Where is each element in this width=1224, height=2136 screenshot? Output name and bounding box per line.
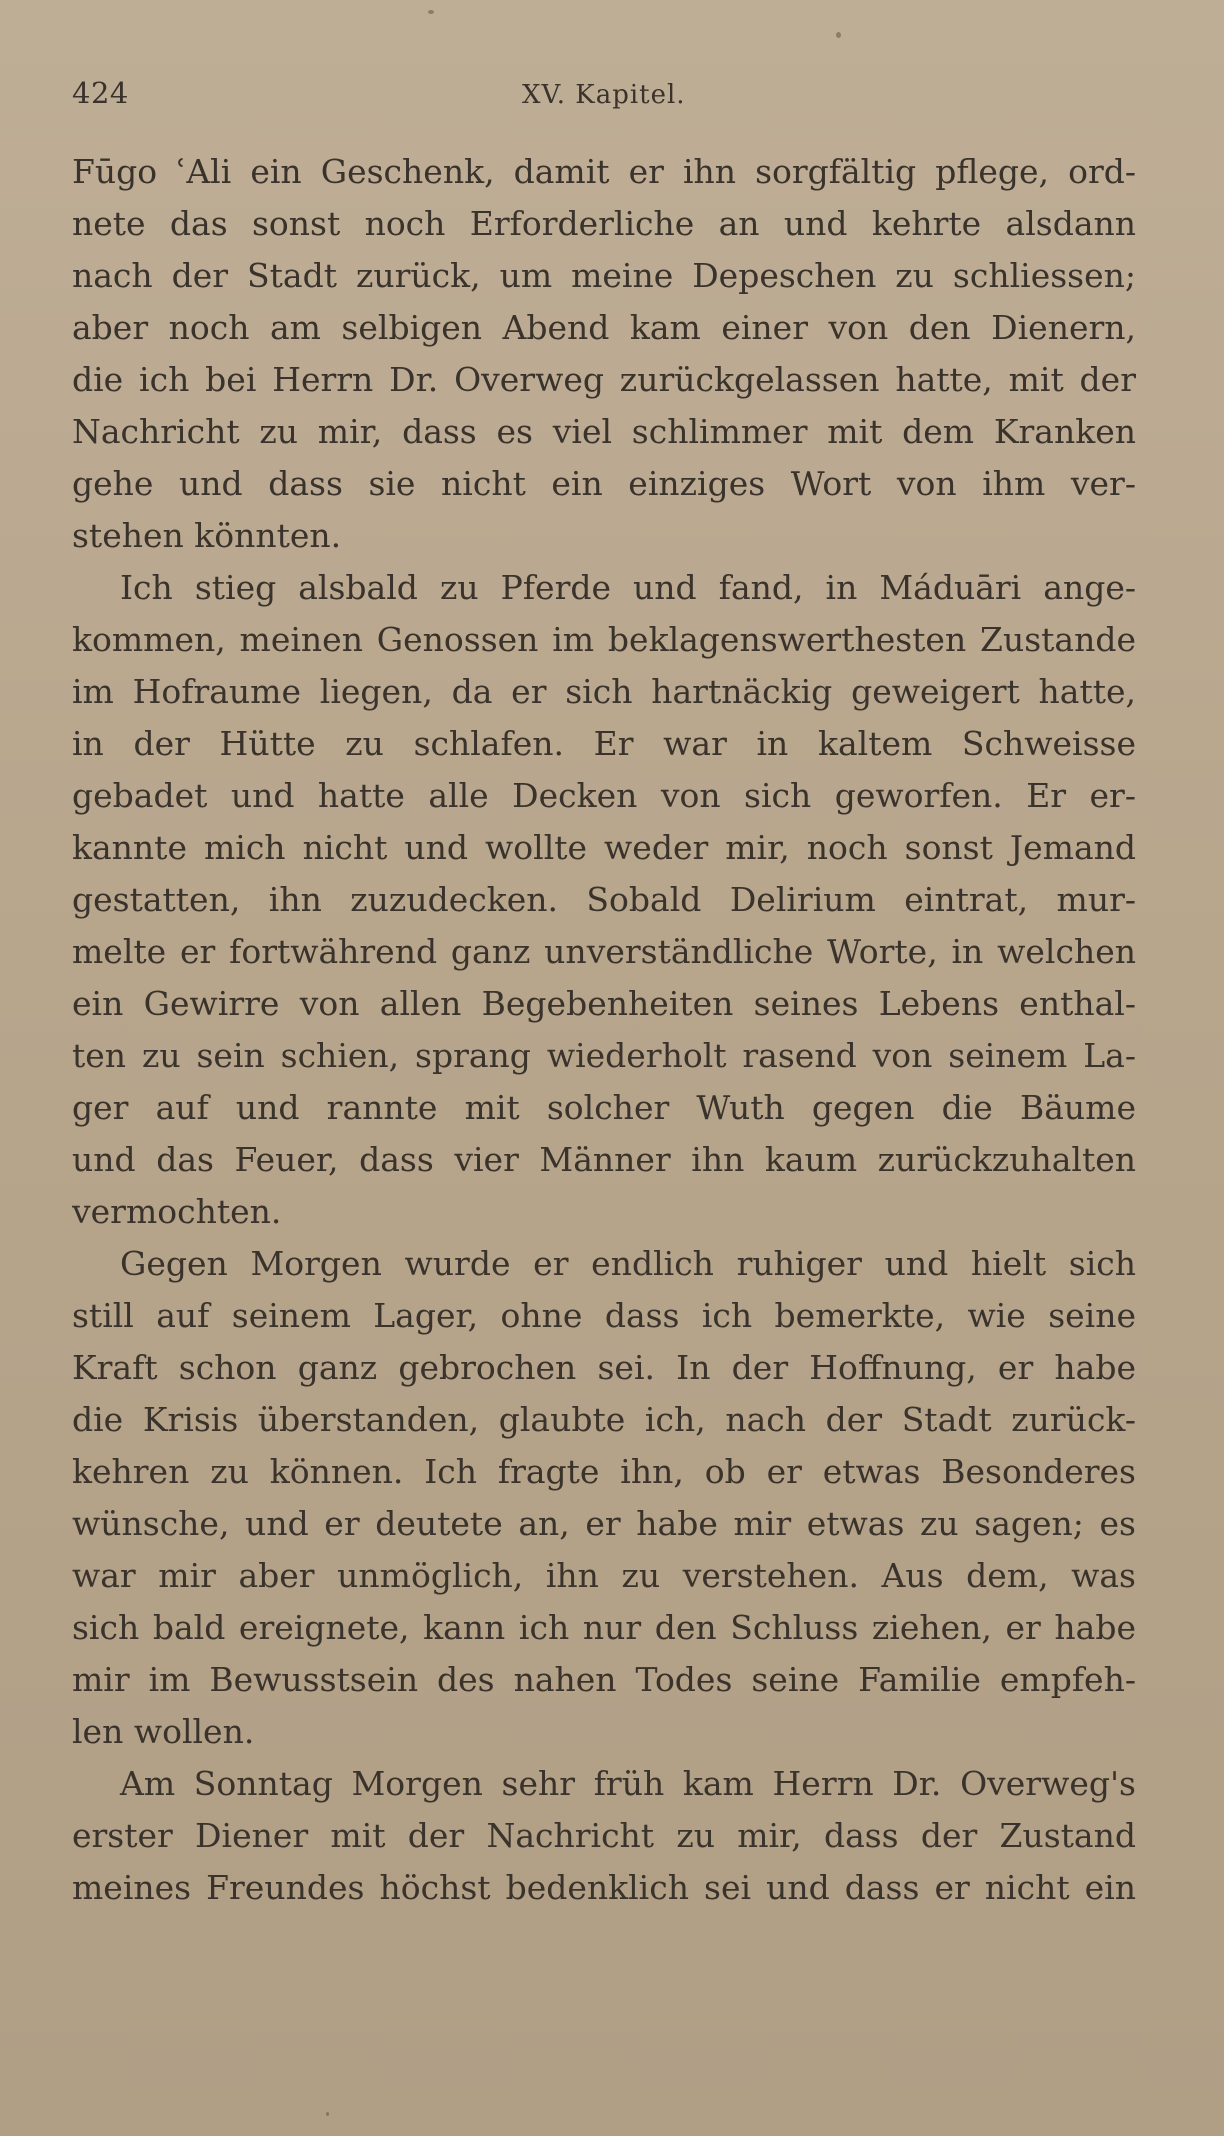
text-line: len wollen.	[72, 1712, 255, 1751]
text-line: stehen könnten.	[72, 516, 342, 555]
text-line: gebadet und hatte alle Decken von sich geworfen. Er er-	[72, 776, 1136, 815]
text-line: die ich bei Herrn Dr. Overweg zurückgelassen hatte, mit der	[72, 360, 1136, 399]
text-line: still auf seinem Lager, ohne dass ich bemerkte, wie seine	[72, 1296, 1136, 1335]
text-line: in der Hütte zu schlafen. Er war in kaltem Schweisse	[72, 724, 1136, 763]
text-line: Nachricht zu mir, dass es viel schlimmer mit dem Kranken	[72, 412, 1136, 451]
text-line: war mir aber unmöglich, ihn zu verstehen. Aus dem, was	[72, 1556, 1136, 1595]
text-line: vermochten.	[72, 1192, 282, 1231]
text-line: meines Freundes höchst bedenklich sei und dass er nicht ein	[72, 1868, 1136, 1907]
text-line: Fūgo ʿAli ein Geschenk, damit er ihn sorgfältig pflege, ord-	[72, 152, 1136, 191]
text-line: im Hofraume liegen, da er sich hartnäckig geweigert hatte,	[72, 672, 1136, 711]
ink-speck	[326, 2112, 329, 2116]
body-text	[72, 146, 1136, 1914]
text-line: Gegen Morgen wurde er endlich ruhiger und hielt sich	[120, 1244, 1136, 1283]
running-head	[72, 76, 1132, 116]
text-line: melte er fortwährend ganz unverständliche Worte, in welchen	[72, 932, 1136, 971]
text-line: gehe und dass sie nicht ein einziges Wort von ihm ver-	[72, 464, 1136, 503]
text-line: gestatten, ihn zuzudecken. Sobald Delirium eintrat, mur-	[72, 880, 1136, 919]
text-line: Am Sonntag Morgen sehr früh kam Herrn Dr. Overweg's	[120, 1764, 1136, 1803]
text-line: kommen, meinen Genossen im beklagenswerthesten Zustande	[72, 620, 1136, 659]
text-line: sich bald ereignete, kann ich nur den Schluss ziehen, er habe	[72, 1608, 1136, 1647]
text-line: die Krisis überstanden, glaubte ich, nach der Stadt zurück-	[72, 1400, 1136, 1439]
text-line: mir im Bewusstsein des nahen Todes seine Familie empfeh-	[72, 1660, 1136, 1699]
text-line: wünsche, und er deutete an, er habe mir etwas zu sagen; es	[72, 1504, 1136, 1543]
text-line: Kraft schon ganz gebrochen sei. In der Hoffnung, er habe	[72, 1348, 1136, 1387]
text-line: aber noch am selbigen Abend kam einer von den Dienern,	[72, 308, 1136, 347]
text-line: Ich stieg alsbald zu Pferde und fand, in Máduāri ange-	[120, 568, 1136, 607]
text-line: erster Diener mit der Nachricht zu mir, dass der Zustand	[72, 1816, 1136, 1855]
ink-speck	[428, 10, 434, 14]
text-line: kehren zu können. Ich fragte ihn, ob er etwas Besonderes	[72, 1452, 1136, 1491]
chapter-heading: XV. Kapitel.	[522, 80, 686, 110]
text-line: ger auf und rannte mit solcher Wuth gegen die Bäume	[72, 1088, 1136, 1127]
text-line: und das Feuer, dass vier Männer ihn kaum zurückzuhalten	[72, 1140, 1136, 1179]
text-line: kannte mich nicht und wollte weder mir, noch sonst Jemand	[72, 828, 1136, 867]
ink-speck	[836, 32, 841, 38]
page-number: 424	[72, 76, 129, 110]
text-line: nach der Stadt zurück, um meine Depeschen zu schliessen;	[72, 256, 1136, 295]
text-line: nete das sonst noch Erforderliche an und kehrte alsdann	[72, 204, 1136, 243]
text-line: ein Gewirre von allen Begebenheiten seines Lebens enthal-	[72, 984, 1136, 1023]
text-line: ten zu sein schien, sprang wiederholt rasend von seinem La-	[72, 1036, 1136, 1075]
